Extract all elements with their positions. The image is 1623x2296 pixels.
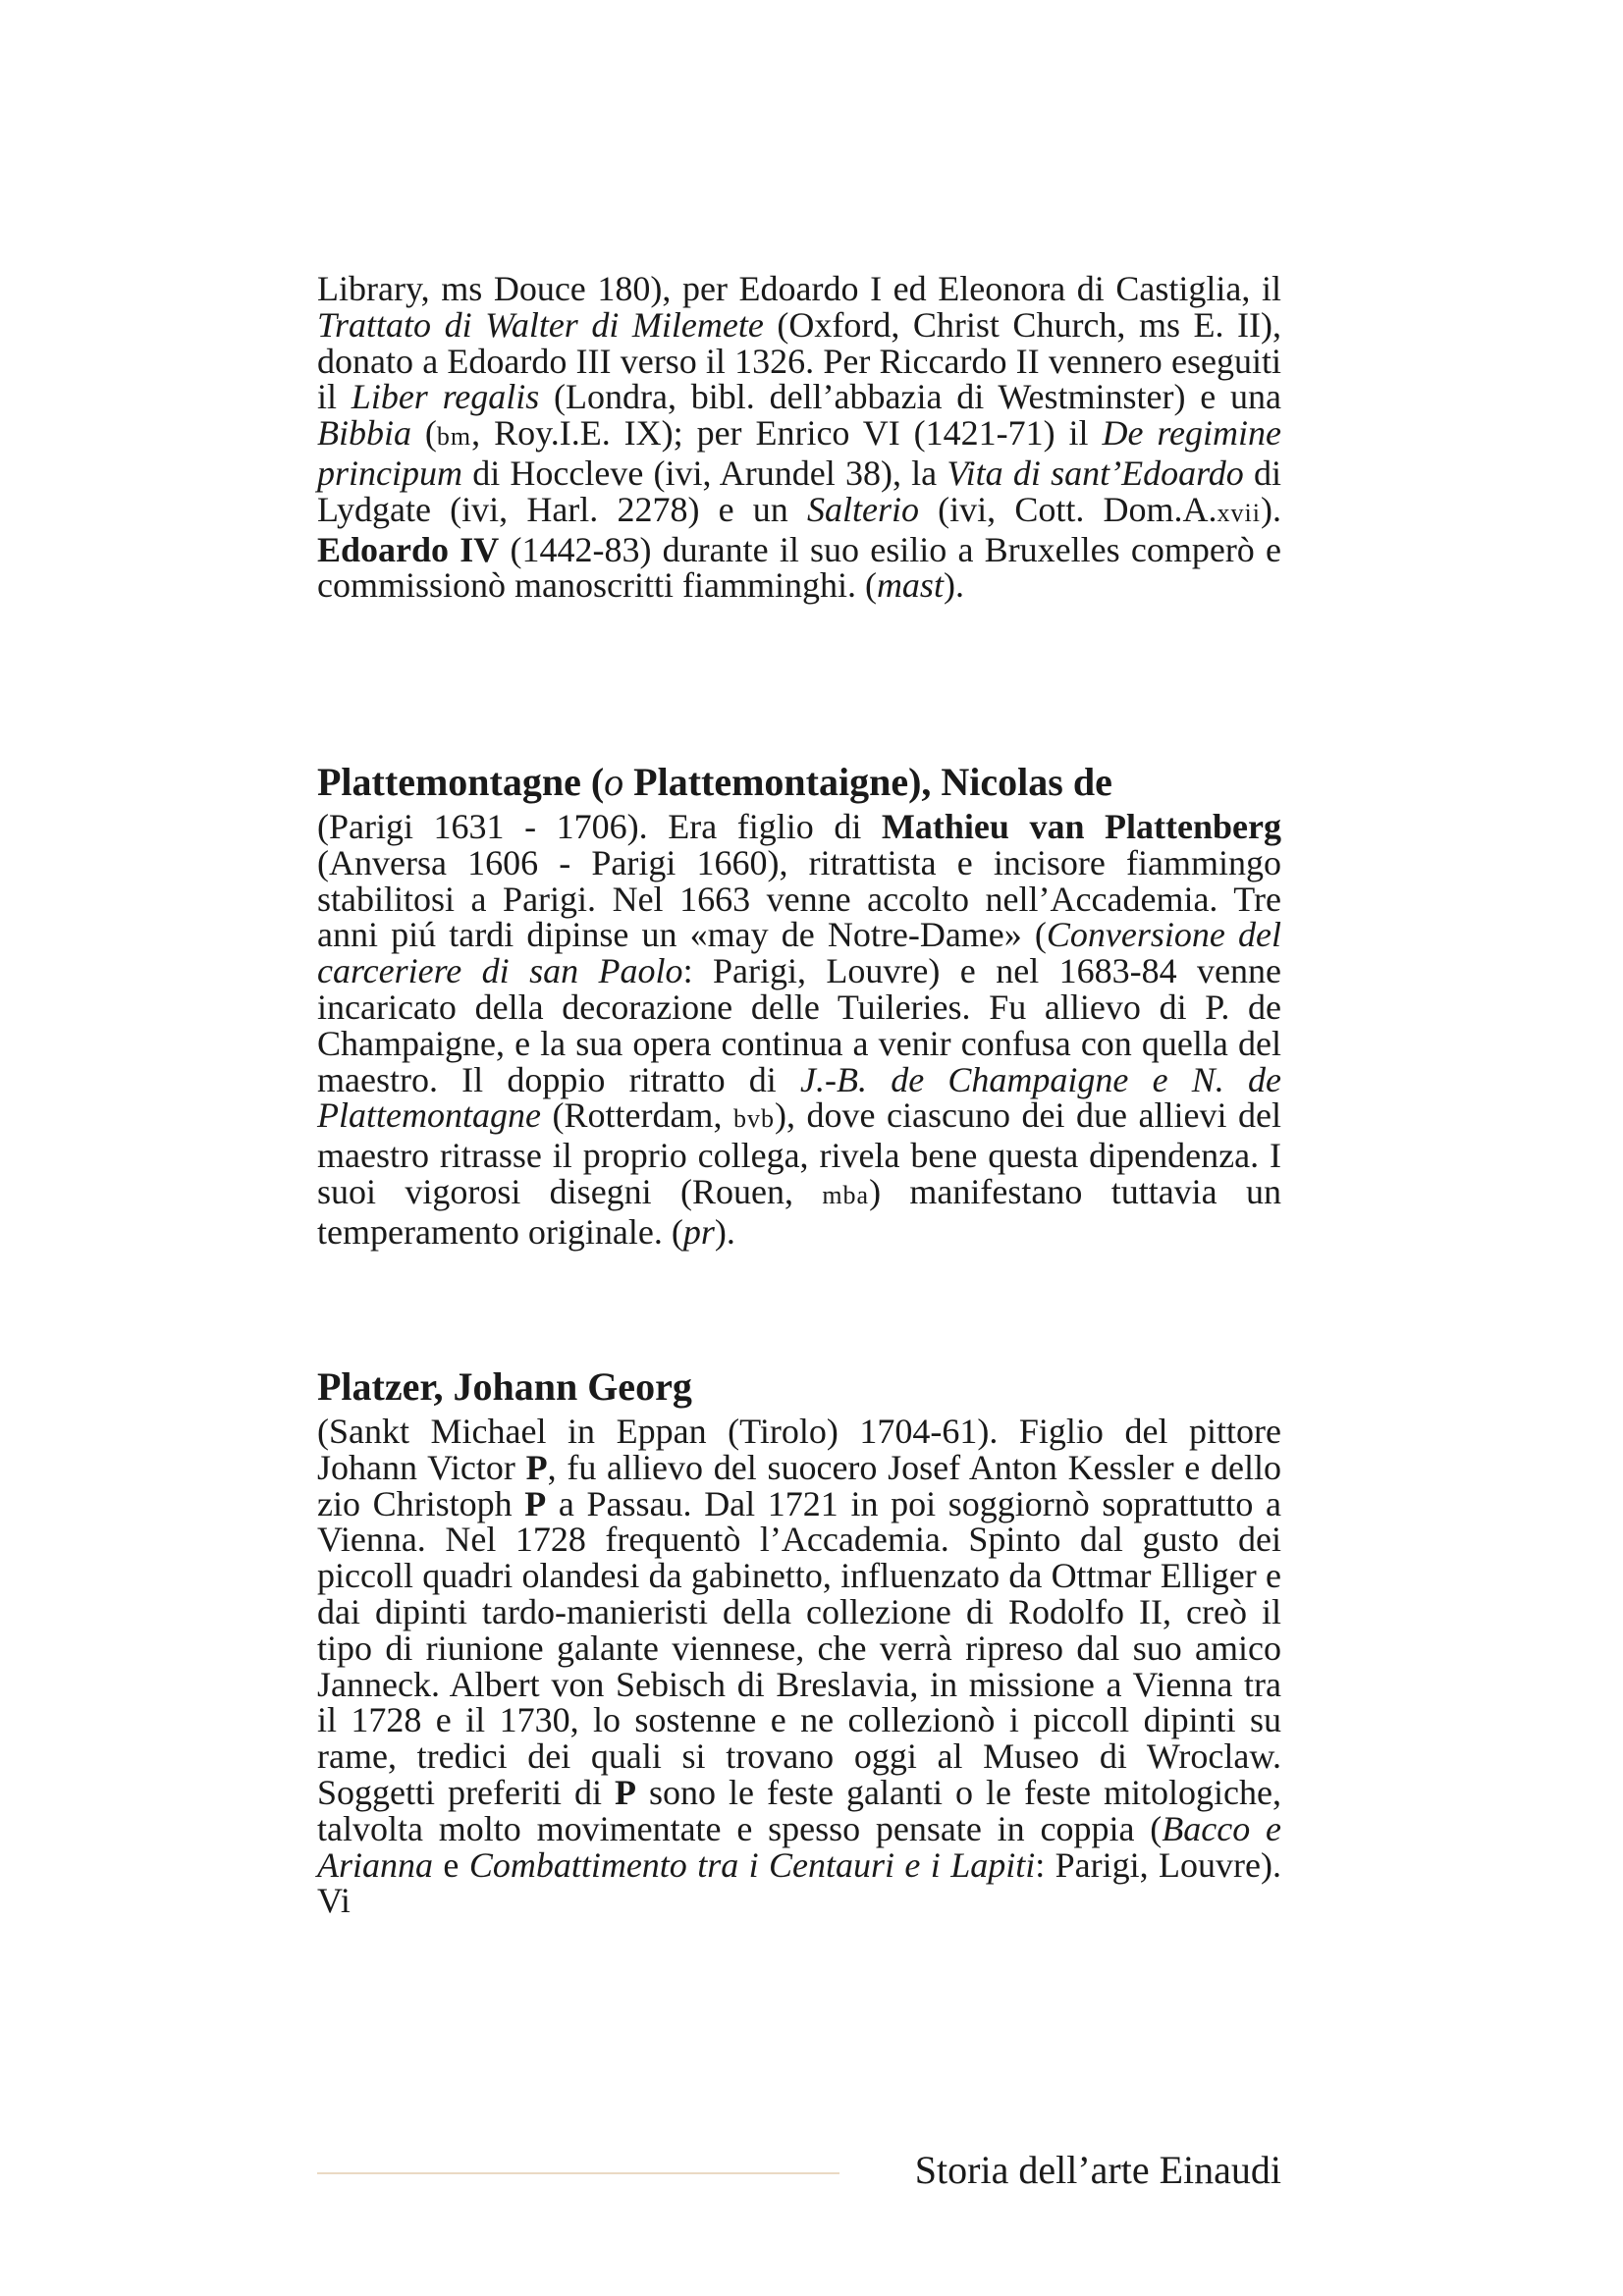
text-run: (Rotterdam, [540,1095,733,1136]
entry-platzer [317,1364,1281,1919]
entry-heading [317,760,1281,805]
person-name: Edoardo IV [317,529,500,569]
abbreviation: bm [436,422,472,452]
work-title: Bibbia [317,413,411,454]
text-run: (Oxford, Christ Church, ms E. II), donato a Edoardo III verso il 1326. Per Riccardo II vennero eseguiti il [317,304,1281,417]
abbreviation: bvb [732,1104,775,1134]
text-run: (1442-83) durante il suo esilio a Bruxelles comperò e commissionò manoscritti fiamminghi. ( [317,529,1282,606]
work-title: Vita di sant’Edoardo [947,453,1244,493]
person-initial: P [615,1772,636,1812]
work-title: Liber regalis [351,377,540,417]
work-title: Trattato di Walter di Milemete [317,304,764,345]
text-run: ). [1261,489,1281,529]
text-run: ) manifestano tuttavia un temperamento originale. ( [317,1171,1281,1252]
text-run: (Anversa 1606 - Parigi 1660), ritrattista e incisore fiammingo stabilitosi a Parigi. Nel 1663 venne accolto nell’Accademia. Tre anni piú tardi dipinse un «may de Notre-Dame» ( [317,842,1281,955]
continuation-paragraph [317,271,1281,604]
text-run: : Parigi, Louvre) e nel 1683-84 venne incaricato della decorazione delle Tuileries. Fu allievo di P. de Champaigne, e la sua opera continua a venir confusa con quella del maestro. Il doppio ritratto di [317,951,1281,1099]
person-initial: P [524,1483,547,1523]
text-run: , Roy.I.E. IX); per Enrico VI (1421-71) il [471,413,1103,454]
heading-text: Plattemontaigne), Nicolas de [623,760,1112,804]
abbreviation: xvii [1217,498,1261,527]
abbreviation: mba [822,1180,870,1209]
author-initials: mast [876,565,944,606]
work-title: Conversione del carceriere di san Paolo [317,915,1281,991]
person-initial: P [525,1447,548,1487]
text-run: ), dove ciascuno dei due allievi del maestro ritrasse il proprio collega, rivela bene questa dipendenza. I suoi vigorosi disegni (Rouen, [317,1095,1282,1211]
work-title: J.-B. de Champaigne e N. de Plattemontagne [317,1059,1281,1136]
footer-rule [317,2172,839,2174]
work-title: Salterio [806,489,919,529]
text-run: e [433,1844,469,1885]
text-run: di Hoccleve (ivi, Arundel 38), la [462,453,947,493]
text-run: a Passau. Dal 1721 in poi soggiornò soprattutto a Vienna. Nel 1728 frequentò l’Accademia. Spinto dal gusto dei piccoll quadri olandesi da gabinetto, influenzato da Ottmar Elliger e dai dipinti tardo-manieristi della collezione di Rodolfo II, creò il tipo di riunione galante viennese, che verrà ripreso dal suo amico Janneck. Albert von Sebisch di Breslavia, in missione a Vienna tra il 1728 e il 1730, lo sostenne e ne collezionò i piccoll dipinti su rame, tredici dei quali si trovano oggi al Museo di Wroclaw. Soggetti preferiti di [317,1483,1281,1812]
work-title: Combattimento tra i Centauri e i Lapiti [468,1844,1036,1885]
text-run: ( [411,413,437,454]
author-initials: pr [682,1211,715,1252]
text-run: ). [714,1211,735,1252]
text-run: (Londra, bibl. dell’abbazia di Westminster) e una [539,377,1281,417]
work-title: De regimine principum [317,413,1281,493]
text-run: (ivi, Cott. Dom.A. [918,489,1217,529]
entry-plattemontagne [317,760,1281,1251]
work-title: Bacco e Arianna [317,1808,1281,1885]
entry-heading: Platzer, Johann Georg [317,1364,692,1409]
entry-paragraph [317,809,1281,1251]
person-name: Mathieu van Plattenberg [881,807,1281,846]
text-run: (Parigi 1631 - 1706). Era figlio di [317,807,882,846]
page-body [317,269,1282,1921]
heading-text: ( [580,760,605,804]
text-run: di Lydgate (ivi, Harl. 2278) e un [317,453,1281,529]
text-run: Library, ms Douce 180), per Edoardo I ed Eleonora di Castiglia, il [317,269,1281,308]
text-run: : Parigi, Louvre). Vi [317,1844,1281,1921]
footer-title: Storia dell’arte Einaudi [914,2148,1281,2192]
text-run: , fu allievo del suocero Josef Anton Kessler e dello zio Christoph [317,1447,1281,1523]
text-run: (Sankt Michael in Eppan (Tirolo) 1704-61). Figlio del pittore Johann Victor [317,1412,1281,1487]
text-run: sono le feste galanti o le feste mitologiche, talvolta molto movimentate e spesso pensate in coppia ( [317,1772,1281,1848]
heading-name: Plattemontagne [317,760,581,804]
page-footer [317,2146,1281,2195]
heading-conjunction: o [604,760,624,804]
entry-paragraph [317,1414,1281,1919]
text-run: ). [943,565,964,606]
